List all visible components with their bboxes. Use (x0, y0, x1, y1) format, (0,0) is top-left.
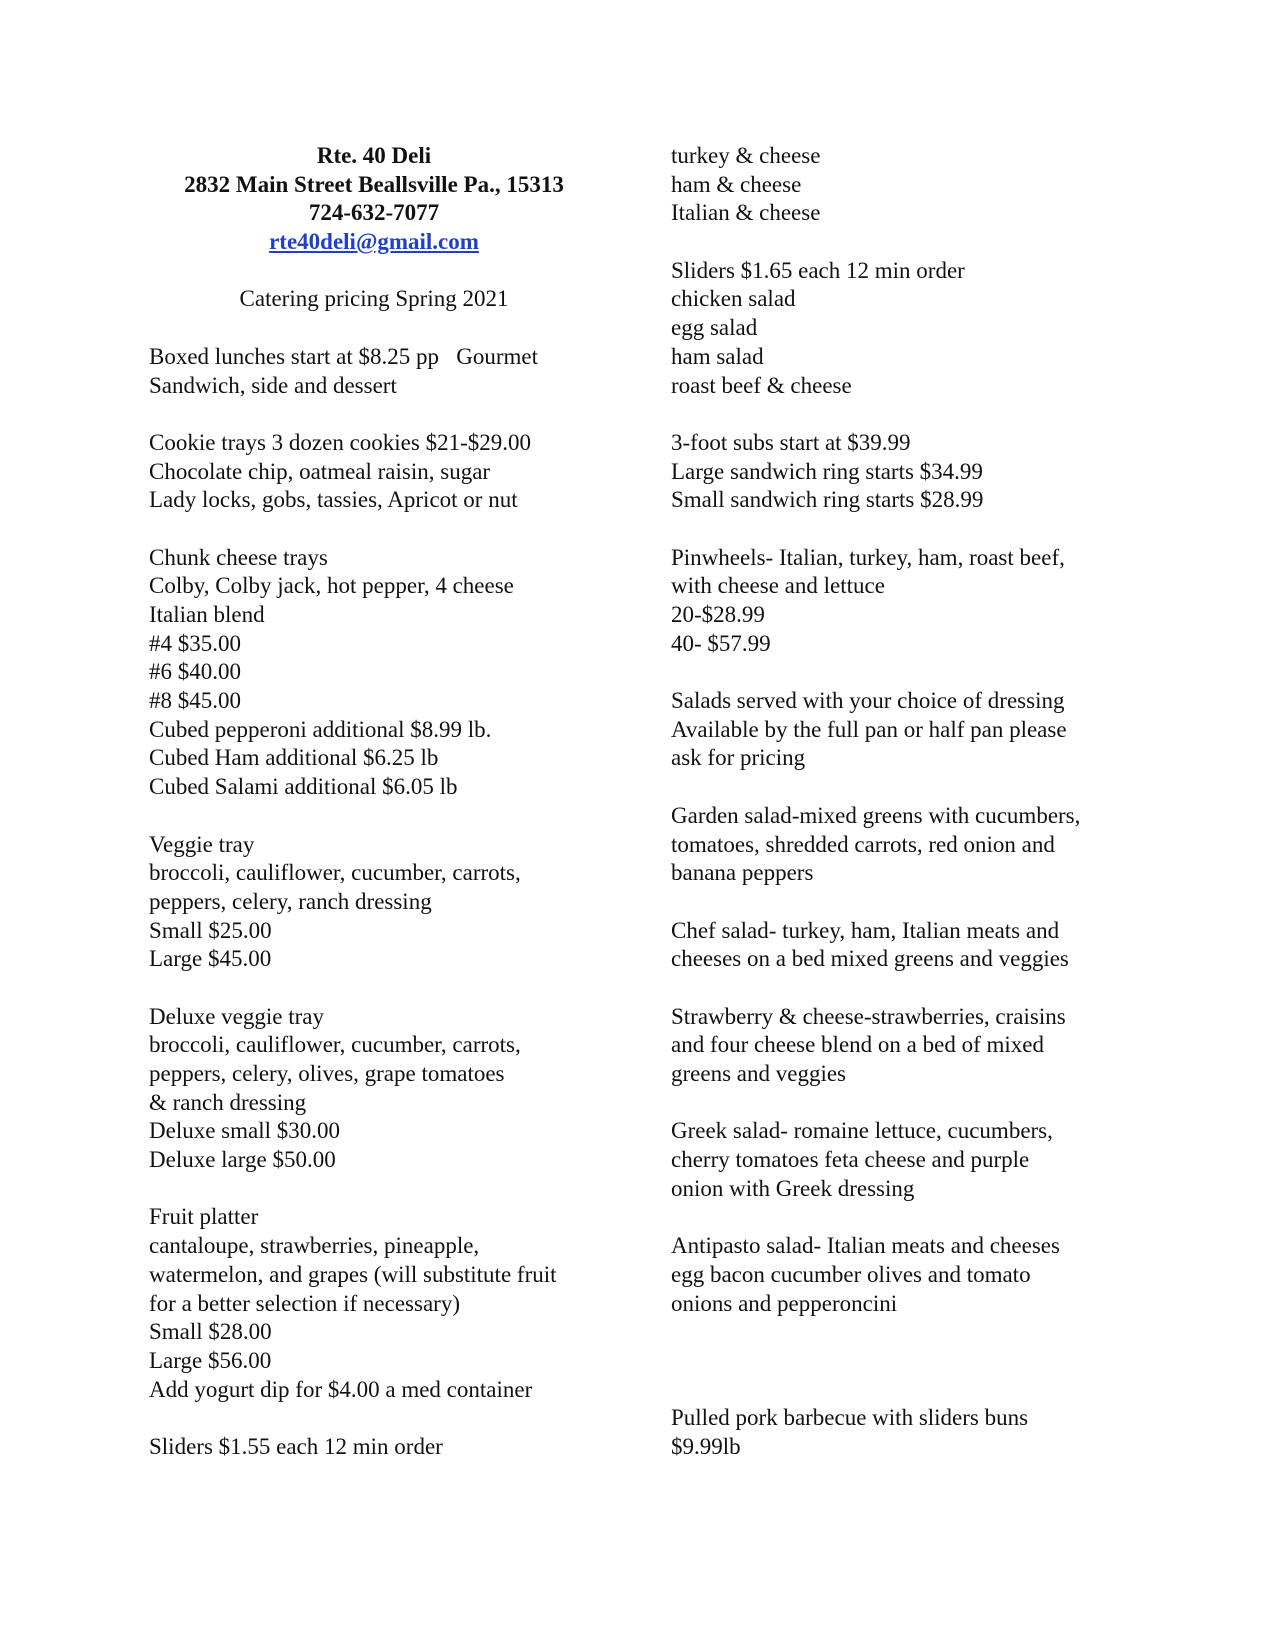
menu-line: Small $25.00 (149, 917, 272, 943)
menu-line: 20-$28.99 (671, 602, 765, 627)
menu-line: with cheese and lettuce (671, 573, 885, 599)
menu-line: Deluxe small $30.00 (149, 1118, 340, 1144)
spacer (671, 1318, 1131, 1347)
menu-line: peppers, celery, olives, grape tomatoes (149, 1061, 505, 1086)
menu-line: peppers, celery, ranch dressing (149, 888, 432, 914)
menu-line: Small $28.00 (149, 1319, 272, 1345)
menu-line: Sliders $1.55 each 12 min order (149, 1433, 443, 1459)
menu-line: chicken salad (671, 286, 796, 312)
spacer (671, 974, 1131, 1003)
menu-line: watermelon, and grapes (will substitute fruit (149, 1261, 557, 1287)
menu-line: tomatoes, shredded carrots, red onion and (671, 831, 1055, 857)
menu-line: Salads served with your choice of dressing (671, 688, 1065, 714)
spacer (149, 515, 599, 544)
left-menu-list (149, 343, 599, 1462)
menu-line: turkey & cheese (671, 143, 821, 168)
menu-line: #4 $35.00 (149, 630, 241, 656)
menu-line: roast beef & cheese (671, 372, 852, 398)
deli-phone: 724-632-7077 (308, 200, 440, 226)
spacer (149, 314, 599, 343)
menu-line: egg bacon cucumber olives and tomato (671, 1261, 1031, 1287)
spacer (671, 658, 1131, 687)
spacer (671, 888, 1131, 917)
menu-line: 40- $57.99 (671, 630, 771, 656)
menu-line: Large $56.00 (149, 1347, 272, 1373)
menu-line: Sandwich, side and dessert (149, 372, 397, 398)
menu-line: egg salad (671, 315, 758, 341)
spacer (149, 257, 599, 286)
menu-line: & ranch dressing (149, 1089, 307, 1115)
menu-line: for a better selection if necessary) (149, 1290, 460, 1316)
menu-line: Colby, Colby jack, hot pepper, 4 cheese (149, 573, 514, 599)
menu-line: Chocolate chip, oatmeal raisin, sugar (149, 458, 491, 484)
menu-line: and four cheese blend on a bed of mixed (671, 1032, 1044, 1058)
menu-line: Italian & cheese (671, 200, 821, 226)
menu-line: 3-foot subs start at $39.99 (671, 429, 911, 455)
menu-line: Cookie trays 3 dozen cookies $21-$29.00 (149, 429, 531, 455)
spacer (149, 974, 599, 1003)
left-column (149, 142, 599, 1462)
menu-line: Pinwheels- Italian, turkey, ham, roast beef, (671, 544, 1065, 570)
menu-line: Italian blend (149, 602, 265, 627)
menu-line: Small sandwich ring starts $28.99 (671, 487, 984, 513)
deli-name: Rte. 40 Deli (316, 143, 432, 168)
menu-line: Boxed lunches start at $8.25 pp Gourmet (149, 343, 539, 369)
menu-line: #6 $40.00 (149, 659, 241, 685)
menu-line: Sliders $1.65 each 12 min order (671, 257, 965, 283)
spacer (149, 1175, 599, 1204)
menu-line: Pulled pork barbecue with sliders buns (671, 1405, 1029, 1431)
menu-line: Garden salad-mixed greens with cucumbers, (671, 802, 1081, 828)
menu-line: Veggie tray (149, 831, 255, 857)
menu-line: Add yogurt dip for $4.00 a med container (149, 1376, 533, 1402)
menu-line: ask for pricing (671, 745, 806, 771)
menu-line: Cubed Salami additional $6.05 lb (149, 774, 458, 800)
menu-line: #8 $45.00 (149, 688, 241, 714)
menu-line: Fruit platter (149, 1204, 259, 1230)
spacer (671, 1203, 1131, 1232)
menu-line: Strawberry & cheese-strawberries, craisins (671, 1003, 1066, 1029)
menu-line: Cubed Ham additional $6.25 lb (149, 745, 439, 771)
menu-line: cheeses on a bed mixed greens and veggies (671, 946, 1069, 972)
menu-line: onion with Greek dressing (671, 1175, 915, 1201)
menu-line: Greek salad- romaine lettuce, cucumbers, (671, 1118, 1053, 1144)
menu-line: Large $45.00 (149, 946, 272, 972)
menu-line: Large sandwich ring starts $34.99 (671, 458, 983, 484)
menu-line: Deluxe veggie tray (149, 1003, 324, 1029)
menu-line: ham & cheese (671, 171, 802, 197)
menu-line: cantaloupe, strawberries, pineapple, (149, 1233, 480, 1259)
deli-email-link[interactable]: rte40deli@gmail.com (269, 229, 479, 255)
menu-line: greens and veggies (671, 1061, 846, 1086)
menu-line: Deluxe large $50.00 (149, 1147, 336, 1173)
spacer (671, 773, 1131, 802)
spacer (671, 1089, 1131, 1118)
menu-line: broccoli, cauliflower, cucumber, carrots, (149, 860, 521, 886)
menu-line: Cubed pepperoni additional $8.99 lb. (149, 716, 492, 742)
deli-address: 2832 Main Street Beallsville Pa., 15313 (184, 171, 564, 197)
menu-line: Available by the full pan or half pan please (671, 716, 1067, 742)
menu-line: onions and pepperoncini (671, 1290, 898, 1316)
menu-line: Lady locks, gobs, tassies, Apricot or nut (149, 487, 518, 513)
menu-line: broccoli, cauliflower, cucumber, carrots, (149, 1032, 521, 1058)
spacer (149, 400, 599, 429)
menu-line: cherry tomatoes feta cheese and purple (671, 1147, 1030, 1173)
right-menu-list (671, 142, 1131, 1462)
spacer (149, 802, 599, 831)
menu-line: banana peppers (671, 860, 814, 886)
spacer (671, 228, 1131, 257)
menu-line: $9.99lb (671, 1433, 741, 1459)
right-column (671, 142, 1131, 1462)
menu-line: Chunk cheese trays (149, 544, 328, 570)
menu-line: Antipasto salad- Italian meats and cheeses (671, 1233, 1060, 1259)
spacer (671, 515, 1131, 544)
menu-line: ham salad (671, 343, 764, 369)
menu-line: Chef salad- turkey, ham, Italian meats and (671, 917, 1060, 943)
spacer (671, 1347, 1131, 1376)
catering-subtitle: Catering pricing Spring 2021 (239, 286, 509, 312)
spacer (671, 400, 1131, 429)
spacer (149, 1404, 599, 1433)
spacer (671, 1376, 1131, 1405)
